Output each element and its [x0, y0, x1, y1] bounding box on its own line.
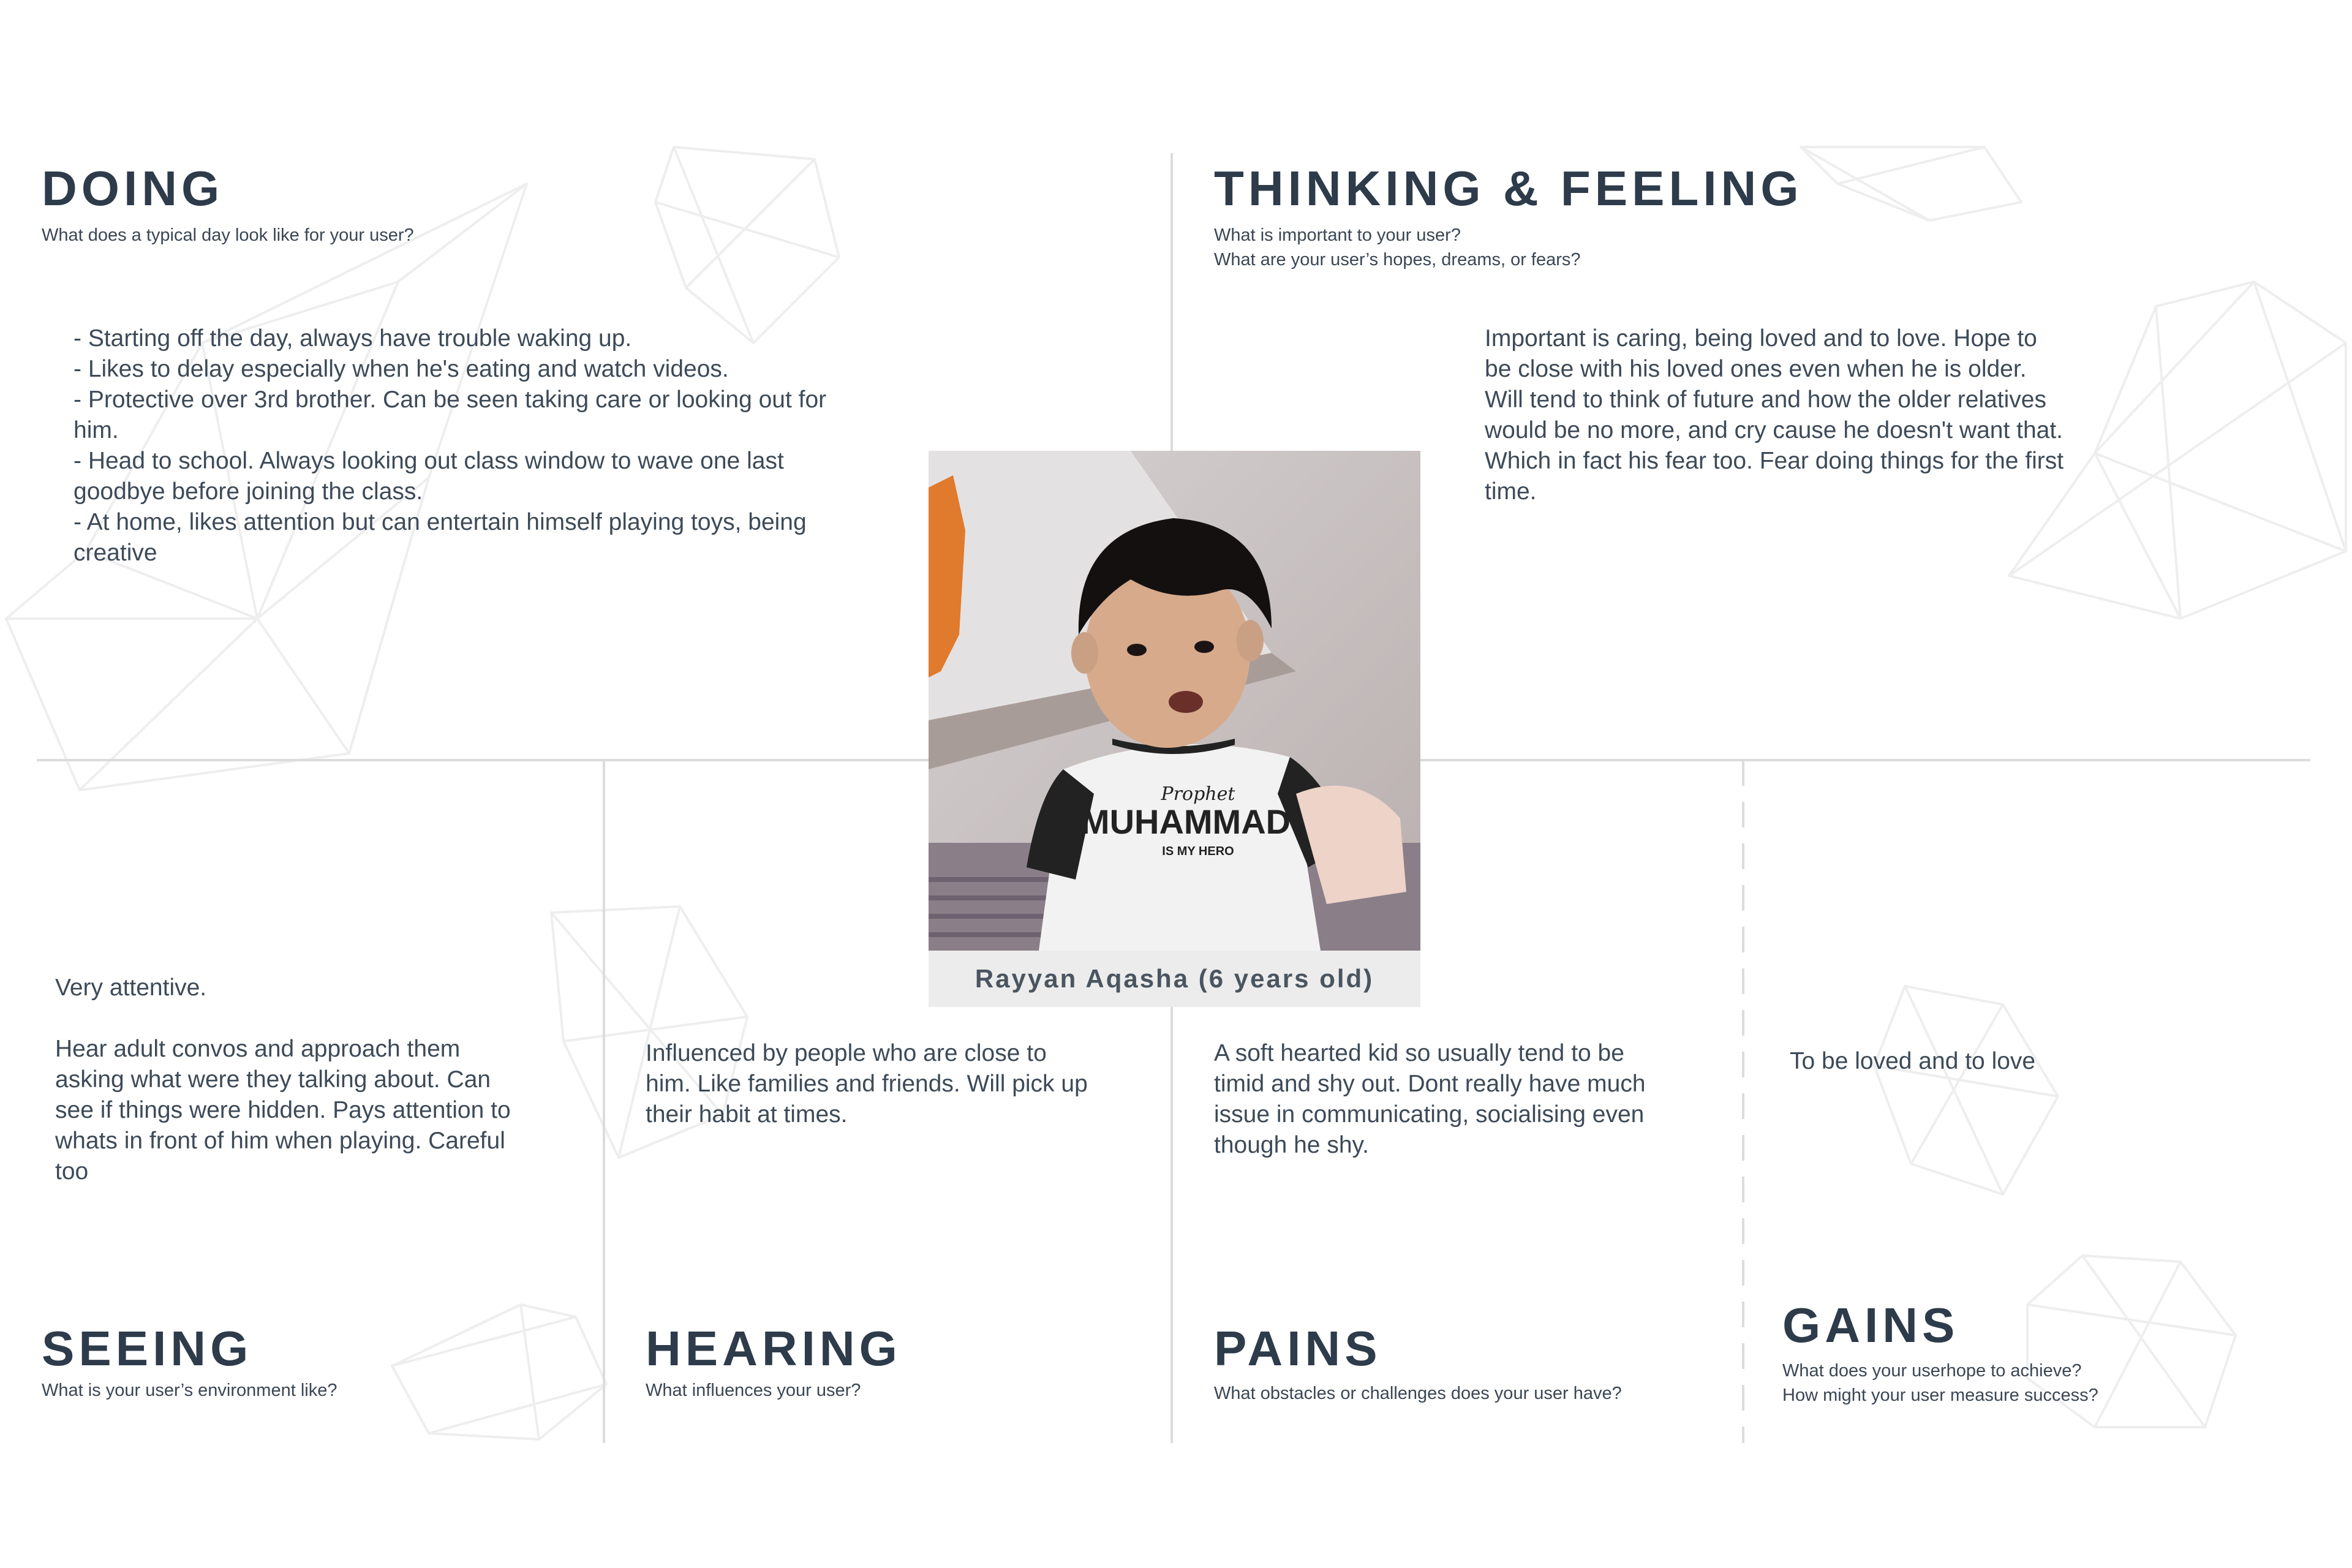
shirt-print-top: Prophet	[1161, 783, 1235, 805]
seeing-title: SEEING	[42, 1321, 253, 1376]
gains-title: GAINS	[1782, 1298, 1959, 1352]
persona-name: Rayyan Aqasha (6 years old)	[974, 964, 1374, 993]
thinking-feeling-title: THINKING & FEELING	[1214, 161, 1803, 216]
seeing-subtitle: What is your user’s environment like?	[42, 1381, 337, 1400]
hearing-body: Influenced by people who are close to him. Like families and friends. Will pick up their habit at times.	[646, 1040, 1088, 1128]
gains-subtitle: What does your userhope to achieve? How might your user measure success?	[1782, 1361, 2098, 1405]
pains-title: PAINS	[1214, 1321, 1382, 1376]
doing-title: DOING	[42, 161, 224, 216]
bottom-band	[0, 1443, 2352, 1568]
persona-photo-illustration	[929, 451, 1420, 951]
persona-photo	[929, 451, 1420, 951]
shirt-print-bottom: IS MY HERO	[1162, 845, 1234, 858]
doing-body: - Starting off the day, always have trouble waking up. - Likes to delay especially when he's eating and watch videos. - Protective over 3rd brother. Can be seen taking care or looking out for him. - Head to school. Always looking out class window to wave one last goodbye before joining the class. - At home, likes attention but can entertain himself playing toys, being creative	[74, 325, 827, 566]
thinking-feeling-subtitle: What is important to your user? What are your user’s hopes, dreams, or fears?	[1214, 225, 1581, 270]
pains-subtitle: What obstacles or challenges does your user have?	[1214, 1384, 1622, 1403]
seeing-body: Very attentive. Hear adult convos and approach them asking what were they talking about. Can see if things were hidden. Pays attention to whats in front of him when playing. Careful too	[55, 974, 511, 1185]
shirt-print-main: MUHAMMAD	[1080, 802, 1291, 841]
doing-subtitle: What does a typical day look like for your user?	[42, 225, 414, 245]
thinking-feeling-body: Important is caring, being loved and to love. Hope to be close with his loved ones even when he is older. Will tend to think of future and how the older relatives would be no more, and cry cause he doesn't want that. Which in fact his fear too. Fear doing things for the first time.	[1485, 325, 2064, 505]
gains-body: To be loved and to love	[1790, 1048, 2036, 1074]
hearing-title: HEARING	[646, 1321, 902, 1376]
hearing-subtitle: What influences your user?	[646, 1381, 861, 1400]
persona-caption	[929, 951, 1420, 1007]
pains-body: A soft hearted kid so usually tend to be timid and shy out. Dont really have much issue in communicating, socialising even though he shy.	[1214, 1040, 1646, 1158]
